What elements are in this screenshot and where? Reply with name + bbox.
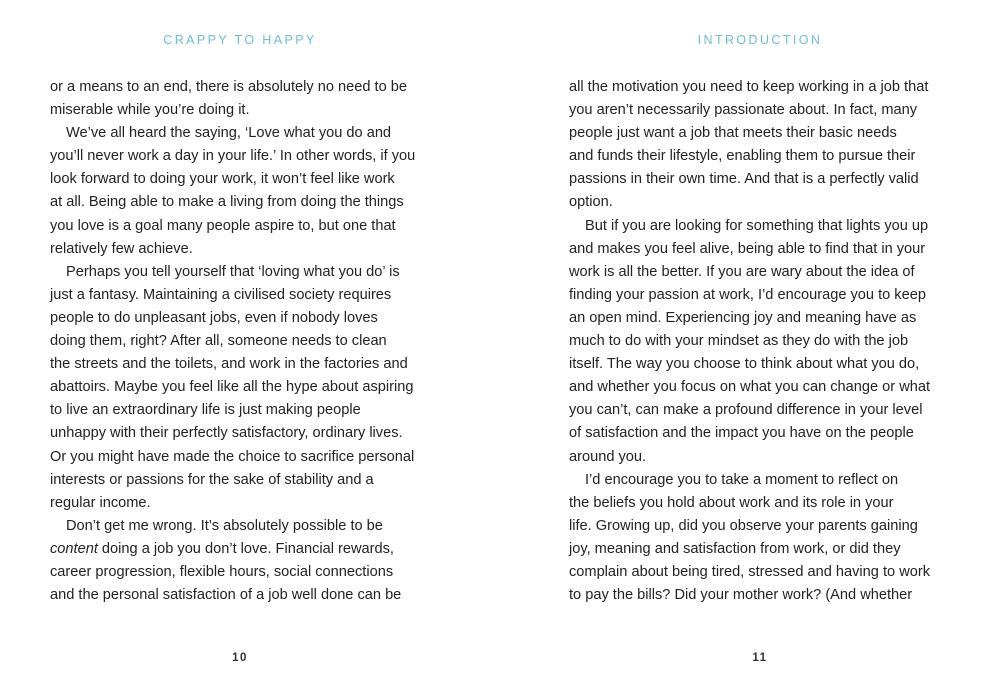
line-text: look forward to doing your work, it won’t feel like work — [50, 171, 395, 188]
line-text: doing a job you don’t love. Financial rewards, — [97, 540, 394, 557]
line-text: interests or passions for the sake of stability and a — [50, 471, 374, 488]
line-text: itself. The way you choose to think about what you do, — [569, 356, 920, 373]
text-line — [50, 353, 440, 376]
text-line — [50, 122, 440, 145]
line-text: just a fantasy. Maintaining a civilised society requires — [50, 286, 392, 303]
line-text: the beliefs you hold about work and its role in your — [569, 494, 894, 511]
line-text: at all. Being able to make a living from doing the things — [50, 194, 404, 211]
text-line — [50, 330, 440, 353]
text-line — [50, 399, 440, 422]
text-line — [569, 515, 959, 538]
text-line — [569, 145, 959, 168]
line-text: work is all the better. If you are wary about the idea of — [569, 263, 915, 280]
left-text-block — [50, 76, 440, 607]
line-text: option. — [569, 194, 613, 211]
line-text: and the personal satisfaction of a job well done can be — [50, 587, 402, 604]
text-line — [569, 215, 959, 238]
text-line — [569, 353, 959, 376]
line-text: Don’t get me wrong. It’s absolutely possible to be — [66, 517, 383, 534]
line-text: the streets and the toilets, and work in the factories and — [50, 356, 408, 373]
text-line — [569, 538, 959, 561]
text-line — [50, 469, 440, 492]
running-head-left: CRAPPY TO HAPPY — [163, 33, 317, 47]
line-text: you’ll never work a day in your life.’ In other words, if you — [50, 148, 416, 165]
text-line — [569, 330, 959, 353]
line-text: unhappy with their perfectly satisfactory, ordinary lives. — [50, 425, 403, 442]
text-line — [569, 376, 959, 399]
line-text: and funds their lifestyle, enabling them to pursue their — [569, 148, 916, 165]
text-line — [569, 469, 959, 492]
text-line — [569, 191, 959, 214]
line-text: to live an extraordinary life is just making people — [50, 402, 361, 419]
text-line — [50, 76, 440, 99]
line-text: you can’t, can make a profound difference in your level — [569, 402, 923, 419]
line-text: you love is a goal many people aspire to, but one that — [50, 217, 396, 234]
text-line — [569, 584, 959, 607]
line-text: doing them, right? After all, someone needs to clean — [50, 333, 387, 350]
text-line — [50, 99, 440, 122]
text-line — [50, 145, 440, 168]
line-text: complain about being tired, stressed and having to work — [569, 563, 931, 580]
right-page — [500, 0, 1000, 700]
line-text: Perhaps you tell yourself that ‘loving what you do’ is — [66, 263, 400, 280]
text-line — [569, 99, 959, 122]
line-text: people just want a job that meets their basic needs — [569, 125, 897, 142]
line-text: to pay the bills? Did your mother work? (And whether — [569, 587, 913, 604]
text-line — [569, 122, 959, 145]
line-text: an open mind. Experiencing joy and meaning have as — [569, 309, 917, 326]
text-line — [50, 422, 440, 445]
text-line — [569, 168, 959, 191]
text-line — [50, 307, 440, 330]
emphasis-text: content — [50, 540, 98, 557]
line-text: We’ve all heard the saying, ‘Love what you do and — [66, 125, 392, 142]
line-text: But if you are looking for something that lights you up — [585, 217, 929, 234]
line-text: you aren’t necessarily passionate about. In fact, many — [569, 102, 918, 119]
line-text: and whether you focus on what you can change or what — [569, 379, 931, 396]
line-text: or a means to an end, there is absolutely no need to be — [50, 79, 407, 95]
running-head-right: INTRODUCTION — [697, 33, 823, 47]
text-line — [569, 399, 959, 422]
text-line — [569, 238, 959, 261]
line-text: abattoirs. Maybe you feel like all the hype about aspiring — [50, 379, 414, 396]
text-line — [569, 284, 959, 307]
line-text: career progression, flexible hours, social connections — [50, 563, 394, 580]
page-number-right: 11 — [752, 652, 768, 664]
page-number-left: 10 — [232, 652, 248, 664]
text-line — [50, 584, 440, 607]
line-text: life. Growing up, did you observe your parents gaining — [569, 517, 918, 534]
line-text: joy, meaning and satisfaction from work, or did they — [569, 540, 901, 557]
text-line — [50, 446, 440, 469]
text-line — [50, 284, 440, 307]
text-line — [569, 446, 959, 469]
line-text: passions in their own time. And that is a perfectly valid — [569, 171, 919, 188]
line-text: people to do unpleasant jobs, even if nobody loves — [50, 309, 378, 326]
line-text: relatively few achieve. — [50, 240, 193, 257]
line-text: finding your passion at work, I’d encourage you to keep — [569, 286, 926, 303]
text-line — [50, 492, 440, 515]
line-text: regular income. — [50, 494, 151, 511]
text-line — [569, 76, 959, 99]
line-text: I’d encourage you to take a moment to reflect on — [585, 471, 899, 488]
text-line — [50, 238, 440, 261]
line-text: Or you might have made the choice to sacrifice personal — [50, 448, 415, 465]
line-text: much to do with your mindset as they do with the job — [569, 333, 909, 350]
text-line — [50, 191, 440, 214]
line-text: of satisfaction and the impact you have on the people — [569, 425, 914, 442]
text-line — [50, 215, 440, 238]
text-line — [569, 561, 959, 584]
text-line — [569, 422, 959, 445]
text-line — [50, 538, 440, 561]
text-line — [50, 168, 440, 191]
text-line — [569, 492, 959, 515]
line-text: and makes you feel alive, being able to find that in your — [569, 240, 926, 257]
line-text: around you. — [569, 448, 647, 465]
right-text-block — [569, 76, 959, 607]
text-line — [50, 561, 440, 584]
line-text: all the motivation you need to keep working in a job that — [569, 79, 929, 95]
text-line — [50, 376, 440, 399]
line-text: miserable while you’re doing it. — [50, 102, 250, 119]
text-line — [569, 261, 959, 284]
text-line — [50, 515, 440, 538]
text-line — [569, 307, 959, 330]
text-line — [50, 261, 440, 284]
